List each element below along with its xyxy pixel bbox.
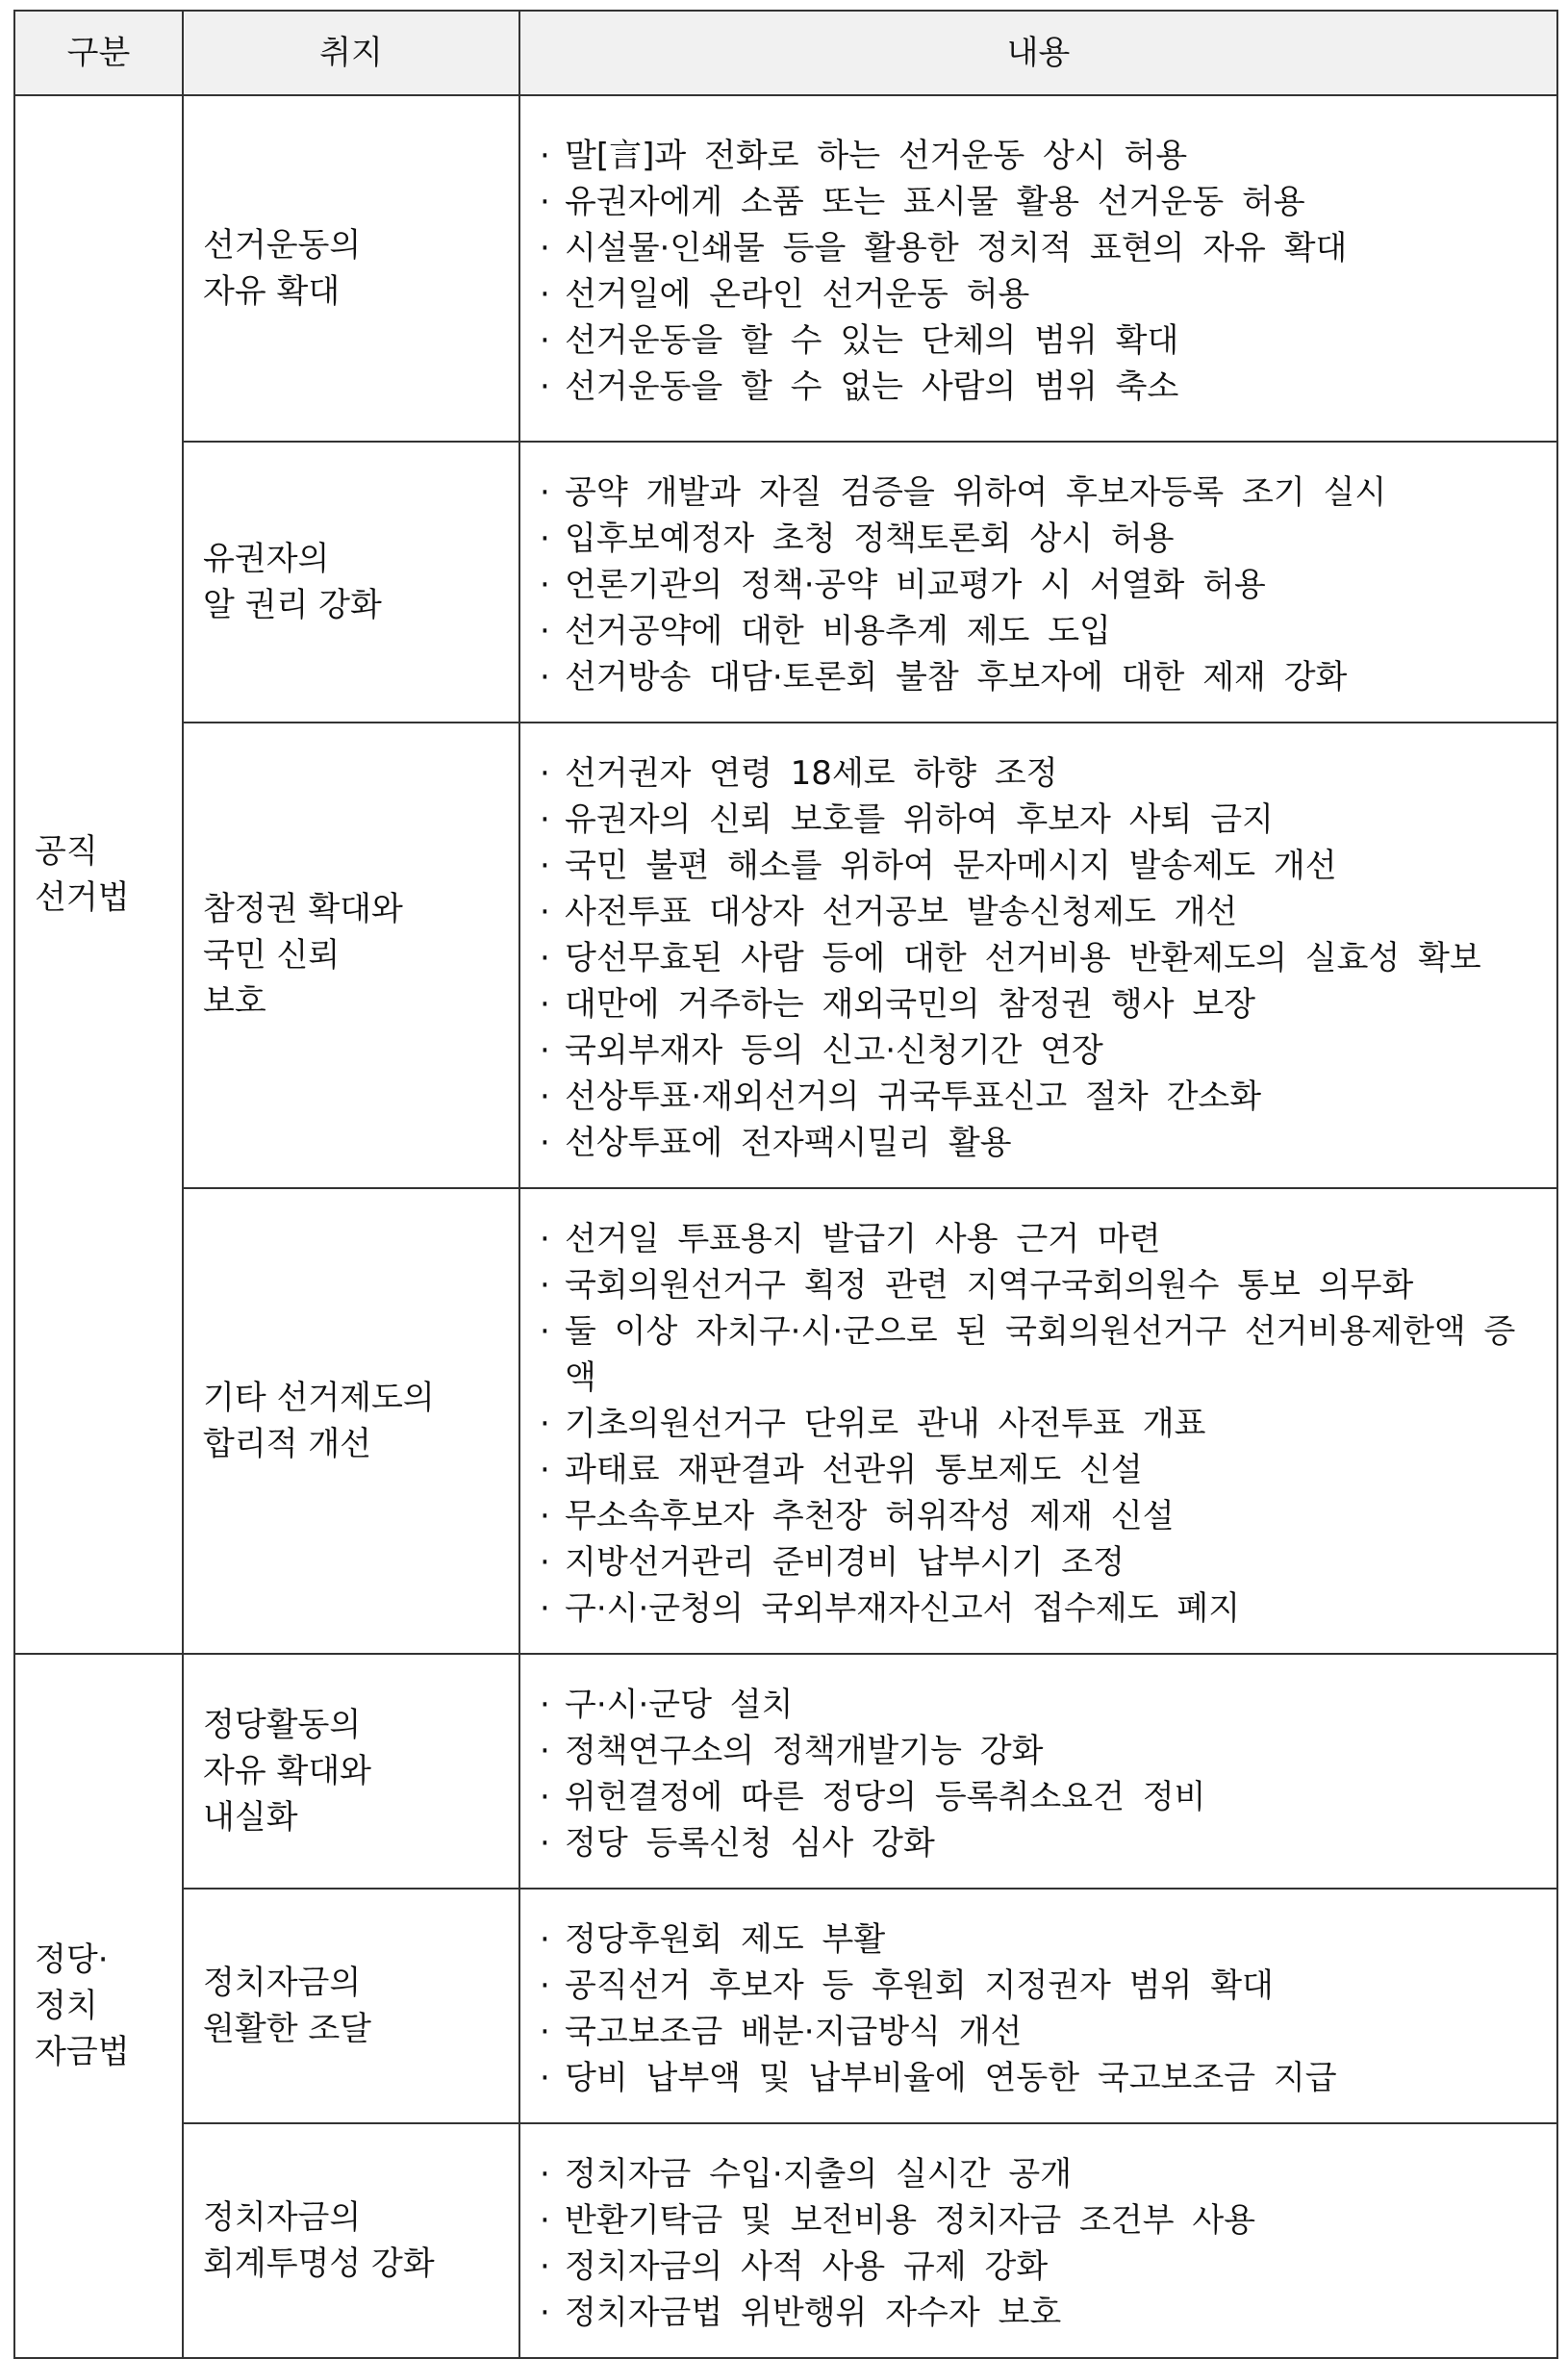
list-item: [540, 1682, 1541, 1728]
list-item-text: 정치자금의 사적 사용 규제 강화: [565, 2247, 1049, 2286]
category-cell: 정당· 정치 자금법: [14, 1654, 183, 2358]
bullet-mark: ·: [540, 1589, 550, 1628]
list-item-text: 선거공약에 대한 비용추계 제도 도입: [565, 612, 1111, 650]
list-item: [540, 364, 1541, 410]
list-item: [540, 654, 1541, 700]
list-item: [540, 1447, 1541, 1493]
list-item: [540, 562, 1541, 608]
list-item: [540, 2055, 1541, 2101]
bullet-mark: ·: [540, 520, 550, 558]
content-list: [540, 1216, 1541, 1632]
bullet-mark: ·: [540, 1497, 550, 1535]
list-item: [540, 1963, 1541, 2009]
list-item-text: 국고보조금 배분·지급방식 개선: [565, 2013, 1023, 2051]
content-cell: [519, 442, 1557, 723]
list-item-text: 정책연구소의 정책개발기능 강화: [565, 1732, 1044, 1770]
bullet-mark: ·: [540, 2247, 550, 2286]
list-item-text: 선거일에 온라인 선거운동 허용: [565, 275, 1030, 314]
list-item-text: 선상투표·재외선거의 귀국투표신고 절차 간소화: [565, 1078, 1262, 1116]
list-item: [540, 935, 1541, 981]
list-item: [540, 1916, 1541, 1963]
list-item-text: 선거일 투표용지 발급기 사용 근거 마련: [565, 1220, 1161, 1258]
list-item-text: 국회의원선거구 획정 관련 지역구국회의원수 통보 의무화: [565, 1266, 1414, 1305]
header-purpose: 취지: [183, 11, 519, 95]
list-item: [540, 1074, 1541, 1120]
content-list: [540, 133, 1541, 410]
list-item: [540, 179, 1541, 225]
table-row: [14, 1889, 1557, 2123]
bullet-mark: ·: [540, 1312, 550, 1351]
bullet-mark: ·: [540, 1078, 550, 1116]
list-item: [540, 889, 1541, 935]
table-row: [14, 2123, 1557, 2358]
table-row: [14, 723, 1557, 1188]
bullet-mark: ·: [540, 1266, 550, 1305]
bullet-mark: ·: [540, 939, 550, 977]
list-item-text: 공직선거 후보자 등 후원회 지정권자 범위 확대: [565, 1966, 1274, 2005]
list-item: [540, 2151, 1541, 2197]
list-item: [540, 2244, 1541, 2290]
list-item-text: 유권자에게 소품 또는 표시물 활용 선거운동 허용: [565, 183, 1305, 221]
purpose-cell: 정당활동의 자유 확대와 내실화: [183, 1654, 519, 1889]
bullet-mark: ·: [540, 800, 550, 839]
bullet-mark: ·: [540, 985, 550, 1024]
bullet-mark: ·: [540, 893, 550, 931]
bullet-mark: ·: [540, 2059, 550, 2097]
list-item: [540, 271, 1541, 317]
list-item-text: 과태료 재판결과 선관위 통보제도 신설: [565, 1451, 1143, 1489]
bullet-mark: ·: [540, 368, 550, 406]
bullet-mark: ·: [540, 2294, 550, 2332]
list-item: [540, 1262, 1541, 1308]
list-item: [540, 516, 1541, 562]
list-item-text: 정당 등록신청 심사 강화: [565, 1824, 935, 1863]
bullet-mark: ·: [540, 1543, 550, 1582]
purpose-cell: 유권자의 알 권리 강화: [183, 442, 519, 723]
reform-summary-table: [13, 10, 1558, 2359]
bullet-mark: ·: [540, 612, 550, 650]
table-header: [14, 11, 1557, 95]
content-list: [540, 2151, 1541, 2336]
list-item: [540, 1820, 1541, 1866]
bullet-mark: ·: [540, 2201, 550, 2240]
bullet-mark: ·: [540, 137, 550, 175]
list-item-text: 대만에 거주하는 재외국민의 참정권 행사 보장: [565, 985, 1256, 1024]
header-row: [14, 11, 1557, 95]
table-row: [14, 1188, 1557, 1654]
bullet-mark: ·: [540, 1124, 550, 1162]
purpose-cell: 정치자금의 회계투명성 강화: [183, 2123, 519, 2358]
bullet-mark: ·: [540, 1732, 550, 1770]
list-item: [540, 1027, 1541, 1074]
list-item: [540, 608, 1541, 654]
list-item-text: 기초의원선거구 단위로 관내 사전투표 개표: [565, 1405, 1206, 1443]
bullet-mark: ·: [540, 1966, 550, 2005]
list-item-text: 입후보예정자 초청 정책토론회 상시 허용: [565, 520, 1175, 558]
bullet-mark: ·: [540, 275, 550, 314]
list-item-text: 정당후원회 제도 부활: [565, 1920, 886, 1959]
list-item-text: 반환기탁금 및 보전비용 정치자금 조건부 사용: [565, 2201, 1256, 2240]
list-item: [540, 1308, 1541, 1401]
list-item: [540, 1728, 1541, 1774]
bullet-mark: ·: [540, 1686, 550, 1724]
list-item-text: 말[言]과 전화로 하는 선거운동 상시 허용: [565, 137, 1188, 175]
purpose-cell: 참정권 확대와 국민 신뢰 보호: [183, 723, 519, 1188]
list-item-text: 선상투표에 전자팩시밀리 활용: [565, 1124, 1012, 1162]
content-cell: [519, 1188, 1557, 1654]
content-cell: [519, 723, 1557, 1188]
list-item: [540, 317, 1541, 364]
content-list: [540, 1682, 1541, 1866]
list-item: [540, 469, 1541, 516]
content-cell: [519, 95, 1557, 442]
list-item: [540, 1774, 1541, 1820]
purpose-cell: 선거운동의 자유 확대: [183, 95, 519, 442]
list-item-text: 유권자의 신뢰 보호를 위하여 후보자 사퇴 금지: [565, 800, 1274, 839]
list-item-text: 선거운동을 할 수 있는 단체의 범위 확대: [565, 321, 1179, 360]
list-item-text: 공약 개발과 자질 검증을 위하여 후보자등록 조기 실시: [565, 473, 1387, 512]
header-category: 구분: [14, 11, 183, 95]
list-item-text: 당비 납부액 및 납부비율에 연동한 국고보조금 지급: [565, 2059, 1337, 2097]
list-item-text: 선거운동을 할 수 없는 사람의 범위 축소: [565, 368, 1179, 406]
bullet-mark: ·: [540, 566, 550, 604]
list-item-text: 국민 불편 해소를 위하여 문자메시지 발송제도 개선: [565, 847, 1337, 885]
list-item: [540, 1401, 1541, 1447]
bullet-mark: ·: [540, 658, 550, 697]
bullet-mark: ·: [540, 183, 550, 221]
list-item-text: 당선무효된 사람 등에 대한 선거비용 반환제도의 실효성 확보: [565, 939, 1481, 977]
bullet-mark: ·: [540, 1778, 550, 1816]
list-item-text: 정치자금 수입·지출의 실시간 공개: [565, 2155, 1073, 2194]
category-cell: 공직 선거법: [14, 95, 183, 1654]
content-list: [540, 1916, 1541, 2101]
list-item: [540, 843, 1541, 889]
list-item: [540, 2290, 1541, 2336]
bullet-mark: ·: [540, 2155, 550, 2194]
table-row: [14, 95, 1557, 442]
list-item-text: 시설물·인쇄물 등을 활용한 정치적 표현의 자유 확대: [565, 229, 1348, 267]
bullet-mark: ·: [540, 754, 550, 793]
list-item: [540, 1216, 1541, 1262]
content-list: [540, 750, 1541, 1166]
list-item-text: 언론기관의 정책·공약 비교평가 시 서열화 허용: [565, 566, 1266, 604]
list-item: [540, 1585, 1541, 1632]
bullet-mark: ·: [540, 847, 550, 885]
list-item: [540, 797, 1541, 843]
list-item-text: 정치자금법 위반행위 자수자 보호: [565, 2294, 1062, 2332]
list-item: [540, 981, 1541, 1027]
list-item-text: 국외부재자 등의 신고·신청기간 연장: [565, 1031, 1103, 1070]
list-item-text: 선거권자 연령 18세로 하향 조정: [565, 754, 1058, 793]
bullet-mark: ·: [540, 229, 550, 267]
header-content: 내용: [519, 11, 1557, 95]
list-item: [540, 225, 1541, 271]
bullet-mark: ·: [540, 321, 550, 360]
table-row: [14, 1654, 1557, 1889]
list-item-text: 무소속후보자 추천장 허위작성 제재 신설: [565, 1497, 1175, 1535]
list-item: [540, 750, 1541, 797]
content-cell: [519, 1654, 1557, 1889]
list-item: [540, 2009, 1541, 2055]
list-item: [540, 133, 1541, 179]
list-item-text: 둘 이상 자치구·시·군으로 된 국회의원선거구 선거비용제한액 증액: [565, 1312, 1516, 1397]
bullet-mark: ·: [540, 473, 550, 512]
bullet-mark: ·: [540, 1824, 550, 1863]
bullet-mark: ·: [540, 1451, 550, 1489]
list-item-text: 사전투표 대상자 선거공보 발송신청제도 개선: [565, 893, 1238, 931]
list-item: [540, 1539, 1541, 1585]
bullet-mark: ·: [540, 1220, 550, 1258]
content-list: [540, 469, 1541, 700]
list-item-text: 구·시·군청의 국외부재자신고서 접수제도 폐지: [565, 1589, 1241, 1628]
purpose-cell: 정치자금의 원활한 조달: [183, 1889, 519, 2123]
list-item-text: 위헌결정에 따른 정당의 등록취소요건 정비: [565, 1778, 1206, 1816]
table-row: [14, 442, 1557, 723]
list-item-text: 지방선거관리 준비경비 납부시기 조정: [565, 1543, 1125, 1582]
bullet-mark: ·: [540, 2013, 550, 2051]
bullet-mark: ·: [540, 1405, 550, 1443]
purpose-cell: 기타 선거제도의 합리적 개선: [183, 1188, 519, 1654]
content-cell: [519, 1889, 1557, 2123]
table-body: [14, 95, 1557, 2358]
list-item: [540, 1493, 1541, 1539]
list-item-text: 구·시·군당 설치: [565, 1686, 794, 1724]
content-cell: [519, 2123, 1557, 2358]
bullet-mark: ·: [540, 1031, 550, 1070]
bullet-mark: ·: [540, 1920, 550, 1959]
list-item-text: 선거방송 대담·토론회 불참 후보자에 대한 제재 강화: [565, 658, 1348, 697]
list-item: [540, 2197, 1541, 2244]
list-item: [540, 1120, 1541, 1166]
